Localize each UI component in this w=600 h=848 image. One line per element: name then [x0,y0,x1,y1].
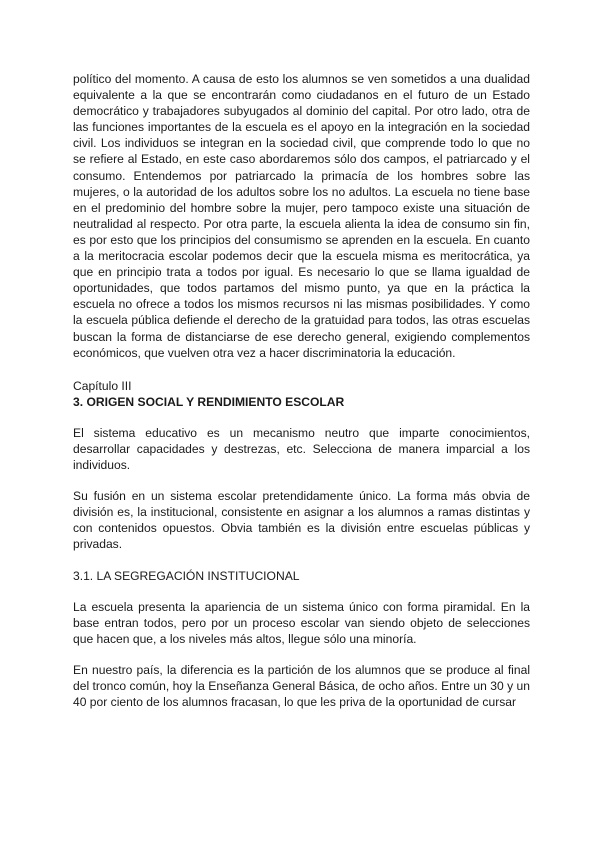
paragraph-pyramid: La escuela presenta la apariencia de un sistema único con forma piramidal. En la base entran todos, pero por un proceso escolar van siendo objeto de selecciones que hacen que, a los niveles más altos, llegue sólo una minoría. [73,599,530,646]
paragraph-intro: político del momento. A causa de esto los alumnos se ven sometidos a una dualidad equivalente a la que se encontrarán como ciudadanos en el futuro de un Estado democrático y trabajadores subyugados al dominio del capital. Por otro lado, otra de las funciones importantes de la escuela es el apoyo en la integración en la sociedad civil. Los individuos se integran en la sociedad civil, que comprende todo lo que no se refiere al Estado, en este caso abordaremos sólo dos campos, el patriarcado y el consumo. Entendemos por patriarcado la primacía de los hombres sobre las mujeres, o la autoridad de los adultos sobre los no adultos. La escuela no tiene base en el predominio del hombre sobre la mujer, pero tampoco existe una situación de neutralidad al respecto. Por otra parte, la escuela alienta la idea de consumo sin fin, es por esto que los principios del consumismo se aprenden en la escuela. En cuanto a la meritocracia escolar podemos decir que la escuela misma es meritocrática, ya que en principio trata a todos por igual. Es necesario lo que se llama igualdad de oportunidades, que todos partamos del mismo punto, ya que en la práctica la escuela no ofrece a todos los mismos recursos ni las mismas posibilidades. Y como la escuela pública defiende el derecho de la gratuidad para todos, las otras escuelas buscan la forma de distanciarse de ese derecho general, exigiendo complementos económicos, que vuelven otra vez a hacer discriminatoria la educación. [73,72,530,360]
paragraph-country: En nuestro país, la diferencia es la partición de los alumnos que se produce al final del tronco común, hoy la Enseñanza General Básica, de ocho años. Entre un 30 y un 40 por ciento de los alumnos fracasan, lo que les priva de la oportunidad de cursar [73,662,530,710]
chapter-label: Capítulo III [73,378,132,393]
paragraph-fusion: Su fusión en un sistema escolar pretendidamente único. La forma más obvia de división es, la institucional, consistente en asignar a los alumnos a ramas distintas y con contenidos opuestos. Obvia también es la división entre escuelas públicas y privadas. [73,489,530,552]
chapter-title: 3. ORIGEN SOCIAL Y RENDIMIENTO ESCOLAR [73,394,345,409]
section-heading: 3.1. LA SEGREGACIÓN INSTITUCIONAL [73,568,300,583]
paragraph-system: El sistema educativo es un mecanismo neutro que imparte conocimientos, desarrollar capacidades y destrezas, etc. Selecciona de manera imparcial a los individuos. [73,425,530,473]
document-page [73,71,530,710]
